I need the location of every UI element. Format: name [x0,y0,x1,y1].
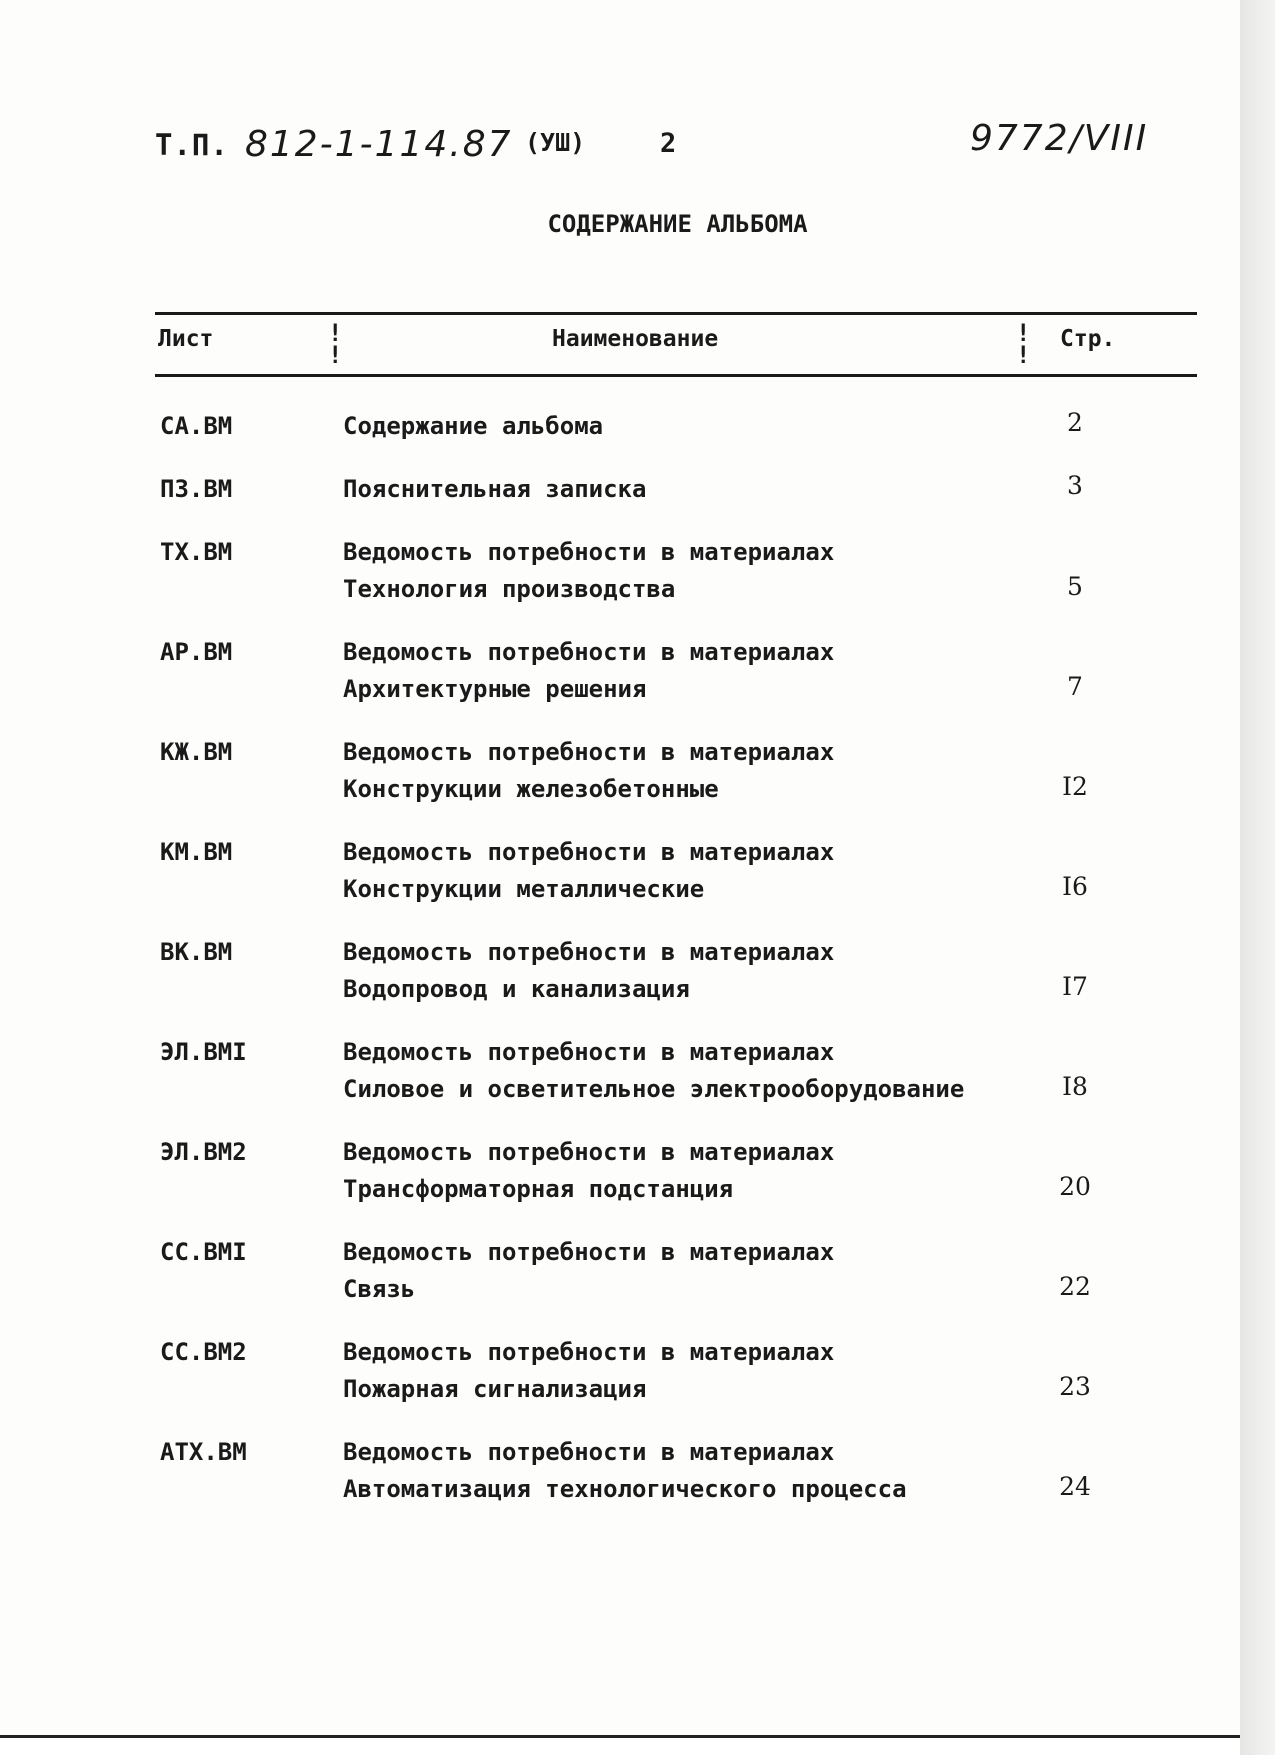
sheet-code: КЖ.ВМ [160,738,233,766]
sheet-code: ВК.ВМ [160,938,233,966]
table-row [0,1434,1240,1514]
table-row [0,1234,1240,1314]
sheet-code: СА.ВМ [160,412,233,440]
sheet-page: 5 [1067,572,1083,601]
sheet-page: 22 [1059,1272,1091,1301]
sheet-title: Ведомость потребности в материалах Связь [343,1238,835,1303]
column-header-sheet: Лист [158,326,214,352]
sheet-title: Ведомость потребности в материалах Автоматизация технологического процесса [343,1438,907,1503]
table-header-rule [155,374,1197,377]
table-row [0,934,1240,1014]
sheet-page: 23 [1059,1372,1091,1401]
column-separator: ! ! [328,319,343,369]
sheet-title: Ведомость потребности в материалах Трансформаторная подстанция [343,1138,835,1203]
sheet-code: ЭЛ.ВМI [160,1038,247,1066]
project-code: 812-1-114.87 [245,124,513,165]
sheet-code: ПЗ.ВМ [160,475,233,503]
scan-edge-shadow [1240,0,1275,1755]
sheet-code: СС.ВМI [160,1238,247,1266]
sheet-title: Ведомость потребности в материалах Конструкции металлические [343,838,835,903]
sheet-page: 3 [1067,471,1083,500]
table-row [0,634,1240,714]
sheet-code: СС.ВМ2 [160,1338,247,1366]
sheet-page: 24 [1059,1472,1091,1501]
sheet-title: Содержание альбома [343,412,604,440]
sheet-title: Ведомость потребности в материалах Архитектурные решения [343,638,835,703]
document-title: СОДЕРЖАНИЕ АЛЬБОМА [547,210,808,238]
page-number: 2 [660,128,677,159]
sheet-page: I7 [1062,972,1088,1001]
sheet-title: Ведомость потребности в материалах Конструкции железобетонные [343,738,835,803]
sheet-title: Ведомость потребности в материалах Водопровод и канализация [343,938,835,1003]
sheet-page: I2 [1062,772,1088,801]
sheet-code: ЭЛ.ВМ2 [160,1138,247,1166]
table-row [0,1334,1240,1414]
sheet-title: Ведомость потребности в материалах Силовое и осветительное электрооборудование [343,1038,965,1103]
sheet-code: АТХ.ВМ [160,1438,247,1466]
sheet-page: 20 [1059,1172,1091,1201]
table-row [0,834,1240,914]
volume-number: (УШ) [525,128,586,157]
inventory-number: 9772/VIII [970,118,1149,159]
sheet-page: I8 [1062,1072,1088,1101]
table-row [0,734,1240,814]
sheet-title: Ведомость потребности в материалах Пожарная сигнализация [343,1338,835,1403]
sheet-title: Ведомость потребности в материалах Технология производства [343,538,835,603]
table-row [0,1034,1240,1114]
sheet-page: 7 [1067,672,1083,701]
sheet-title: Пояснительная записка [343,475,647,503]
column-header-page: Стр. [1060,326,1116,352]
table-row [0,534,1240,614]
column-header-name: Наименование [552,326,719,352]
column-separator: ! ! [1016,319,1031,369]
sheet-page: I6 [1062,872,1088,901]
tp-label: Т.П. [155,128,229,162]
sheet-code: ТХ.ВМ [160,538,233,566]
table-row [0,1134,1240,1214]
sheet-page: 2 [1067,408,1083,437]
table-top-rule [155,312,1197,315]
sheet-code: КМ.ВМ [160,838,233,866]
sheet-code: АР.ВМ [160,638,233,666]
